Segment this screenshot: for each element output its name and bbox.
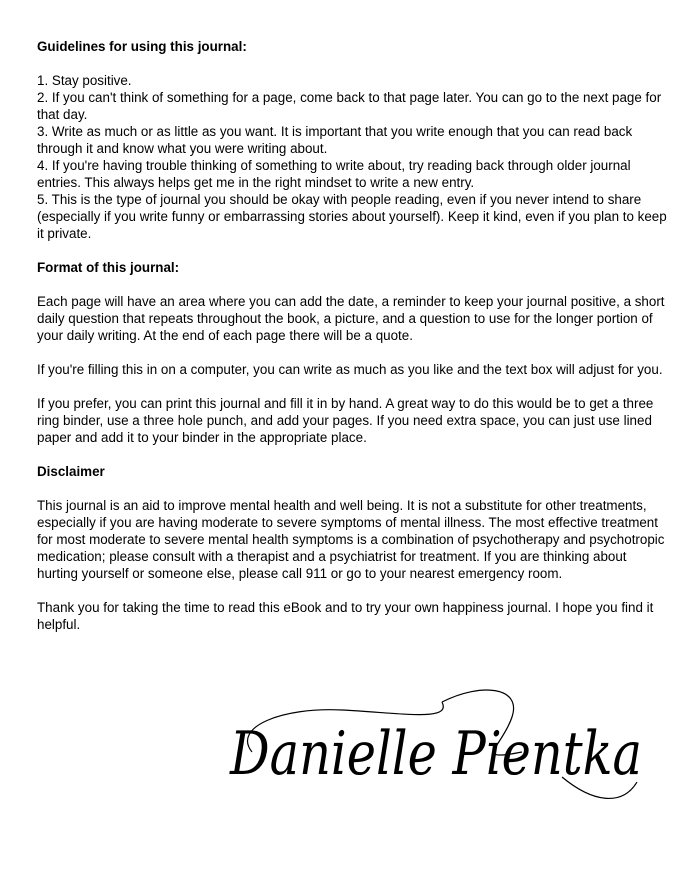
guideline-item: 2. If you can't think of something for a page, come back to that page later. You can go to the next page for that day. — [37, 90, 662, 122]
guideline-item: 5. This is the type of journal you should be okay with people reading, even if you never intend to share (especially if you write funny or embarrassing stories about yourself). Keep it kind, even if you plan to keep it private. — [37, 192, 667, 241]
disclaimer-paragraph: This journal is an aid to improve mental health and well being. It is not a substitute for other treatments, especially if you are having moderate to severe symptoms of mental illness. The most effective treatment for most moderate to severe mental health symptoms is a combination of psychotherapy and psychotropic medication; please consult with a therapist and a psychiatrist for treatment. If you are thinking about hurting yourself or someone else, please call 911 or go to your nearest emergency room. — [37, 498, 665, 581]
signature-graphic — [222, 682, 652, 812]
signature — [222, 682, 652, 812]
guidelines-heading: Guidelines for using this journal: — [37, 39, 247, 54]
format-heading: Format of this journal: — [37, 260, 180, 275]
format-paragraph: If you're filling this in on a computer, you can write as much as you like and the text box will adjust for you. — [37, 362, 663, 377]
disclaimer-heading: Disclaimer — [37, 464, 105, 479]
guideline-item: 1. Stay positive. — [37, 73, 132, 88]
guideline-item: 4. If you're having trouble thinking of something to write about, try reading back through older journal entries. This always helps get me in the right mindset to write a new entry. — [37, 158, 631, 190]
document-page — [37, 38, 667, 633]
format-paragraph: If you prefer, you can print this journal and fill it in by hand. A great way to do this would be to get a three ring binder, use a three hole punch, and add your pages. If you need extra space, you can just use lined paper and add it to your binder in the appropriate place. — [37, 396, 654, 445]
guideline-item: 3. Write as much or as little as you want. It is important that you write enough that you can read back through it and know what you were writing about. — [37, 124, 633, 156]
signature-text: Danielle Pientka — [229, 719, 642, 789]
guidelines-list — [37, 72, 667, 242]
format-paragraph: Each page will have an area where you can add the date, a reminder to keep your journal positive, a short daily question that repeats throughout the book, a picture, and a question to use for the longer portion of your daily writing. At the end of each page there will be a quote. — [37, 294, 665, 343]
thank-you-paragraph: Thank you for taking the time to read this eBook and to try your own happiness journal. I hope you find it helpful. — [37, 600, 654, 632]
